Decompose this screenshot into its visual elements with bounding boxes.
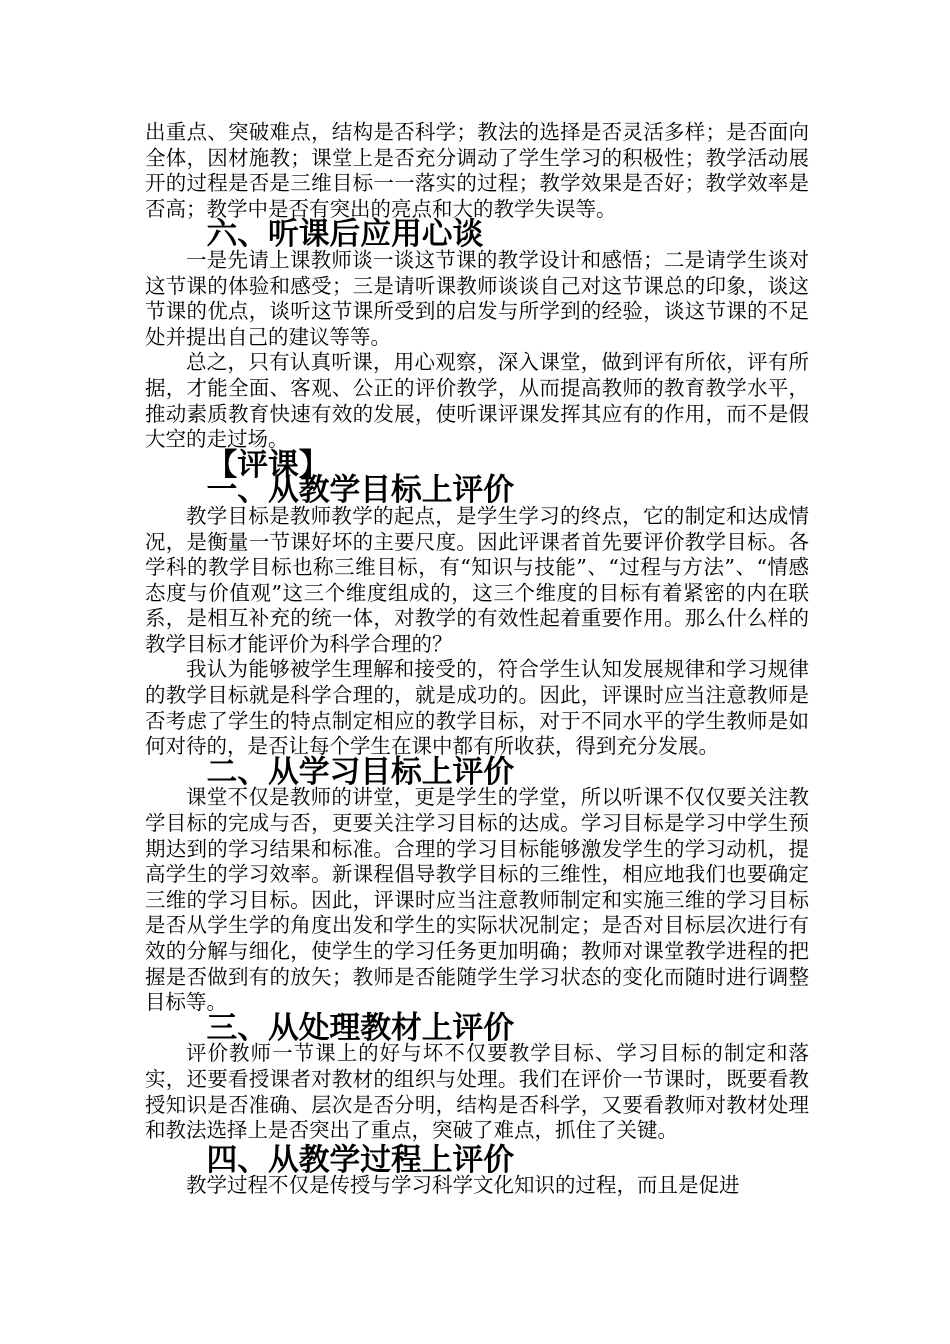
section-heading: 二、从学习目标上评价 (206, 753, 515, 790)
section-heading: 四、从教学过程上评价 (206, 1141, 515, 1178)
paragraph: 我认为能够被学生理解和接受的，符合学生认知发展规律和学习规律的教学目标就是科学合理的，就是成功的。因此，评课时应当注意教师是否考虑了学生的特点制定相应的教学目标，对于不同水平的学生教师是如何对待的，是否让每个学生在课中都有所收获，得到充分发展。 (145, 657, 809, 759)
section-heading: 六、听课后应用心谈 (206, 216, 484, 253)
paragraph: 评价教师一节课上的好与坏不仅要教学目标、学习目标的制定和落实，还要看授课者对教材的组织与处理。我们在评价一节课时，既要看教授知识是否准确、层次是否分明，结构是否科学，又要看教师对教材处理和教法选择上是否突出了重点，突破了难点，抓住了关键。 (145, 1041, 809, 1143)
document-page (145, 120, 809, 1199)
section-heading: 三、从处理教材上评价 (206, 1009, 515, 1046)
section-heading: 【评课】 (206, 446, 330, 483)
paragraph: 教学过程不仅是传授与学习科学文化知识的过程，而且是促进 (186, 1173, 740, 1198)
paragraph: 出重点、突破难点，结构是否科学；教法的选择是否灵活多样；是否面向全体，因材施教；课堂上是否充分调动了学生学习的积极性；教学活动展开的过程是否是三维目标一一落实的过程；教学效果是否好；教学效率是否高；教学中是否有突出的亮点和大的教学失误等。 (145, 120, 809, 221)
section-heading: 一、从教学目标上评价 (206, 472, 515, 509)
paragraph: 课堂不仅是教师的讲堂，更是学生的学堂，所以听课不仅仅要关注教学目标的完成与否，更要关注学习目标的达成。学习目标是学习中学生预期达到的学习结果和标准。合理的学习目标能够激发学生的学习动机，提高学生的学习效率。新课程倡导教学目标的三维性，相应地我们也要确定三维的学习目标。因此，评课时应当注意教师制定和实施三维的学习目标是否从学生学的角度出发和学生的实际状况制定；是否对目标层次进行有效的分解与细化，使学生的学习任务更加明确；教师对课堂教学进程的把握是否做到有的放矢；教师是否能随学生学习状态的变化而随时进行调整目标等。 (145, 785, 809, 1015)
paragraph: 一是先请上课教师谈一谈这节课的教学设计和感悟；二是请学生谈对这节课的体验和感受；三是请听课教师谈谈自己对这节课总的印象，谈这节课的优点，谈听这节课所受到的启发与所学到的经验，谈这节课的不足处并提出自己的建议等等。 (145, 247, 809, 349)
paragraph: 教学目标是教师教学的起点，是学生学习的终点，它的制定和达成情况，是衡量一节课好坏的主要尺度。因此评课者首先要评价教学目标。各学科的教学目标也称三维目标，有“知识与技能”、“过程与方法”、“情感态度与价值观”这三个维度组成的，这三个维度的目标有着紧密的内在联系，是相互补充的统一体，对教学的有效性起着重要作用。那么什么样的教学目标才能评价为科学合理的？ (145, 503, 809, 656)
paragraph: 总之，只有认真听课，用心观察，深入课堂，做到评有所依，评有所据，才能全面、客观、公正的评价教学，从而提高教师的教育教学水平，推动素质教育快速有效的发展，使听课评课发挥其应有的作用，而不是假大空的走过场。 (145, 350, 809, 452)
